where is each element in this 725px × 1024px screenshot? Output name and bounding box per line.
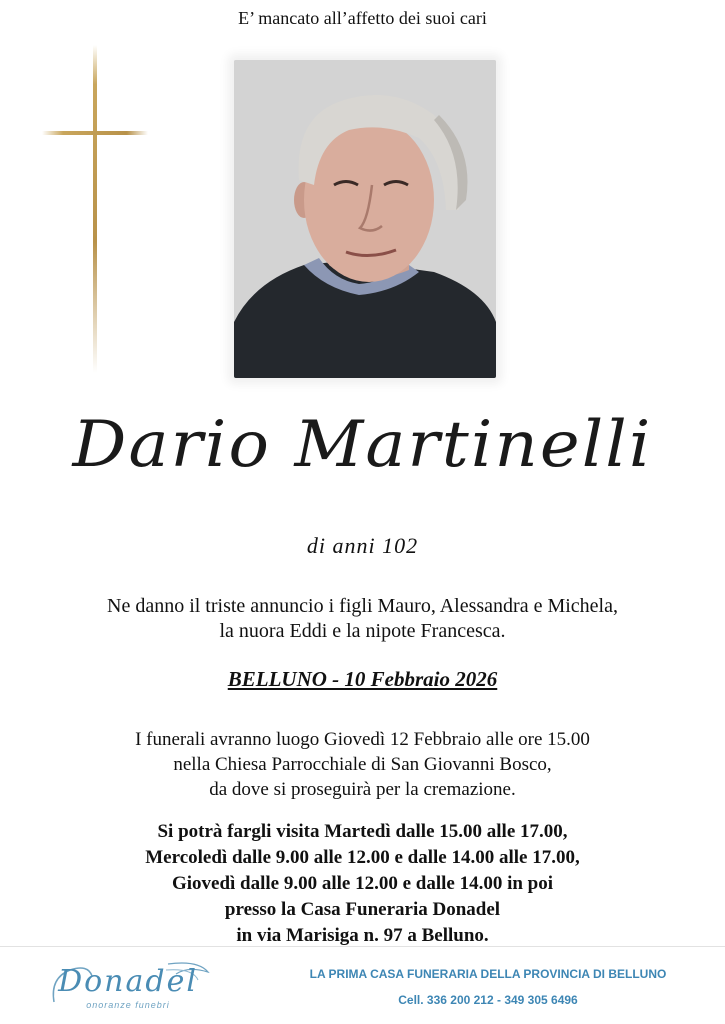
funeral-line: nella Chiesa Parrocchiale di San Giovanni Bosco,: [173, 754, 552, 775]
announcement-text: [0, 594, 725, 644]
footer-phones: Cell. 336 200 212 - 349 305 6496: [398, 993, 578, 1007]
deceased-name: Dario Martinelli: [72, 408, 653, 482]
age-text: di anni 102: [306, 533, 419, 558]
funeral-line: I funerali avranno luogo Giovedì 12 Febbraio alle ore 15.00: [135, 729, 590, 750]
visiting-hours: [0, 819, 725, 949]
announcement-line: Ne danno il triste annuncio i figli Mauro, Alessandra e Michela,: [107, 595, 618, 617]
announcement-line: la nuora Eddi e la nipote Francesca.: [219, 620, 506, 642]
footer-divider: [0, 946, 725, 947]
logo-text: Donadel: [58, 964, 198, 999]
visit-line: Giovedì dalle 9.00 alle 12.00 e dalle 14.00 in poi: [171, 873, 554, 894]
cross-icon: [93, 45, 97, 373]
funeral-details: [0, 727, 725, 802]
logo-subtitle: onoranze funebri: [86, 1000, 170, 1010]
portrait-photo: [234, 60, 496, 378]
portrait-illustration: [234, 60, 496, 378]
visit-line: in via Marisiga n. 97 a Belluno.: [236, 925, 489, 946]
place-date-heading: BELLUNO - 10 Febbraio 2026: [227, 667, 498, 691]
visit-line: presso la Casa Funeraria Donadel: [224, 899, 501, 920]
funeral-line: da dove si proseguirà per la cremazione.: [209, 779, 516, 800]
footer-slogan: LA PRIMA CASA FUNERARIA DELLA PROVINCIA DI BELLUNO: [309, 967, 667, 981]
cross-icon-arm: [42, 131, 148, 135]
visit-line: Si potrà fargli visita Martedì dalle 15.00 alle 17.00,: [157, 821, 568, 842]
intro-text: E’ mancato all’affetto dei suoi cari: [238, 8, 487, 28]
visit-line: Mercoledì dalle 9.00 alle 12.00 e dalle 14.00 alle 17.00,: [145, 847, 580, 868]
